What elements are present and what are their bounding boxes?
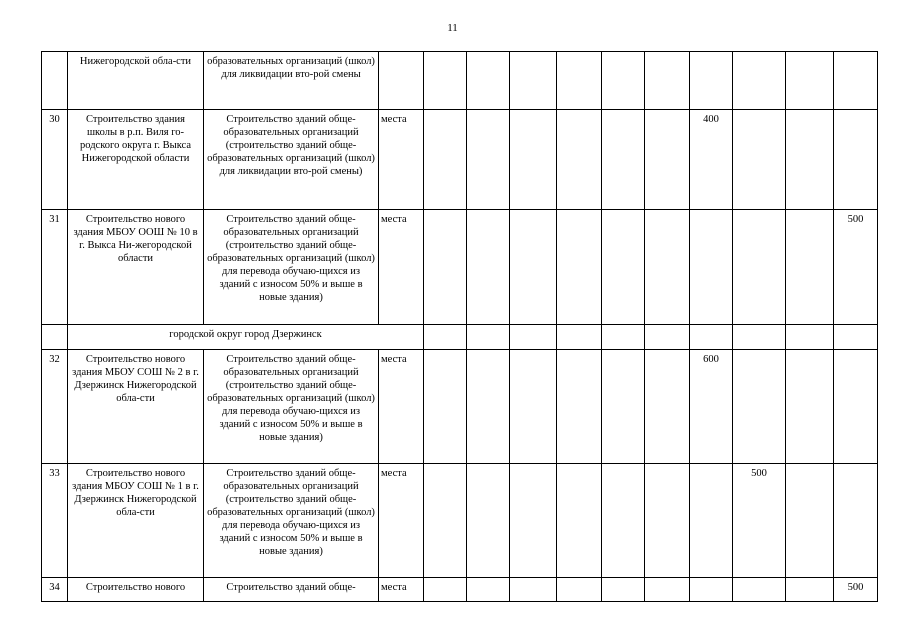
value-cell [733,52,786,110]
value-cell [733,578,786,602]
section-title: городской округ город Дзержинск [68,325,424,350]
unit [379,52,424,110]
object-name: Строительство нового здания МБОУ СОШ № 2 в г. Дзержинск Нижегородской обла-сти [68,350,204,464]
value-cell [424,578,467,602]
row-number: 32 [42,350,68,464]
value-cell [557,350,602,464]
value-cell [690,210,733,325]
value-cell: 400 [690,110,733,210]
value-cell [602,578,645,602]
value-cell: 600 [690,350,733,464]
value-cell [690,578,733,602]
value-cell [510,578,557,602]
value-cell [786,350,834,464]
table-row [42,578,878,602]
table-row [42,110,878,210]
table-body [42,52,878,602]
row-number: 33 [42,464,68,578]
value-cell [602,350,645,464]
row-number: 31 [42,210,68,325]
program-table [41,51,878,602]
value-cell [733,325,786,350]
value-cell [424,110,467,210]
value-cell [424,464,467,578]
row-number [42,52,68,110]
value-cell [690,52,733,110]
value-cell [602,325,645,350]
direction: образовательных организаций (школ) для ликвидации вто-рой смены [204,52,379,110]
direction: Строительство зданий обще-образовательных организаций (строительство зданий обще-образовательных организаций (школ) для ликвидации вто-рой смены) [204,110,379,210]
value-cell [510,210,557,325]
value-cell [834,464,878,578]
value-cell [510,350,557,464]
value-cell [834,350,878,464]
unit: места [379,110,424,210]
value-cell [733,210,786,325]
value-cell: 500 [733,464,786,578]
unit: места [379,464,424,578]
table-row [42,350,878,464]
object-name: Строительство здания школы в р.п. Виля го-родского округа г. Выкса Нижегородской области [68,110,204,210]
value-cell [510,325,557,350]
value-cell [733,350,786,464]
unit: места [379,578,424,602]
row-number: 34 [42,578,68,602]
value-cell [557,110,602,210]
object-name: Нижегородской обла-сти [68,52,204,110]
value-cell [645,325,690,350]
value-cell [645,350,690,464]
value-cell [690,464,733,578]
value-cell [557,325,602,350]
value-cell: 500 [834,578,878,602]
value-cell [786,464,834,578]
value-cell [645,464,690,578]
value-cell [786,325,834,350]
value-cell [557,210,602,325]
direction: Строительство зданий обще- [204,578,379,602]
table-row [42,464,878,578]
table-row [42,52,878,110]
unit: места [379,350,424,464]
value-cell: 500 [834,210,878,325]
value-cell [690,325,733,350]
value-cell [424,350,467,464]
value-cell [557,464,602,578]
row-number [42,325,68,350]
value-cell [834,52,878,110]
value-cell [834,325,878,350]
direction: Строительство зданий обще-образовательных организаций (строительство зданий обще-образовательных организаций (школ) для перевода обучаю-щихся из зданий с износом 50% и выше в новые здания) [204,464,379,578]
table-row [42,210,878,325]
value-cell [510,52,557,110]
object-name: Строительство нового здания МБОУ ООШ № 10 в г. Выкса Ни-жегородской области [68,210,204,325]
value-cell [557,52,602,110]
object-name: Строительство нового [68,578,204,602]
value-cell [645,210,690,325]
value-cell [467,210,510,325]
value-cell [424,210,467,325]
value-cell [602,464,645,578]
value-cell [602,52,645,110]
value-cell [834,110,878,210]
value-cell [645,52,690,110]
value-cell [467,52,510,110]
value-cell [645,578,690,602]
direction: Строительство зданий обще-образовательных организаций (строительство зданий обще-образовательных организаций (школ) для перевода обучаю-щихся из зданий с износом 50% и выше в новые здания) [204,210,379,325]
value-cell [733,110,786,210]
value-cell [467,325,510,350]
value-cell [467,464,510,578]
row-number: 30 [42,110,68,210]
page-number: 11 [447,22,458,34]
value-cell [510,464,557,578]
value-cell [786,578,834,602]
value-cell [786,210,834,325]
object-name: Строительство нового здания МБОУ СОШ № 1 в г. Дзержинск Нижегородской обла-сти [68,464,204,578]
unit: места [379,210,424,325]
value-cell [786,52,834,110]
value-cell [557,578,602,602]
value-cell [424,325,467,350]
value-cell [645,110,690,210]
value-cell [602,210,645,325]
value-cell [424,52,467,110]
value-cell [467,110,510,210]
value-cell [467,350,510,464]
section-row [42,325,878,350]
value-cell [786,110,834,210]
direction: Строительство зданий обще-образовательных организаций (строительство зданий обще-образовательных организаций (школ) для перевода обучаю-щихся из зданий с износом 50% и выше в новые здания) [204,350,379,464]
value-cell [467,578,510,602]
value-cell [510,110,557,210]
value-cell [602,110,645,210]
